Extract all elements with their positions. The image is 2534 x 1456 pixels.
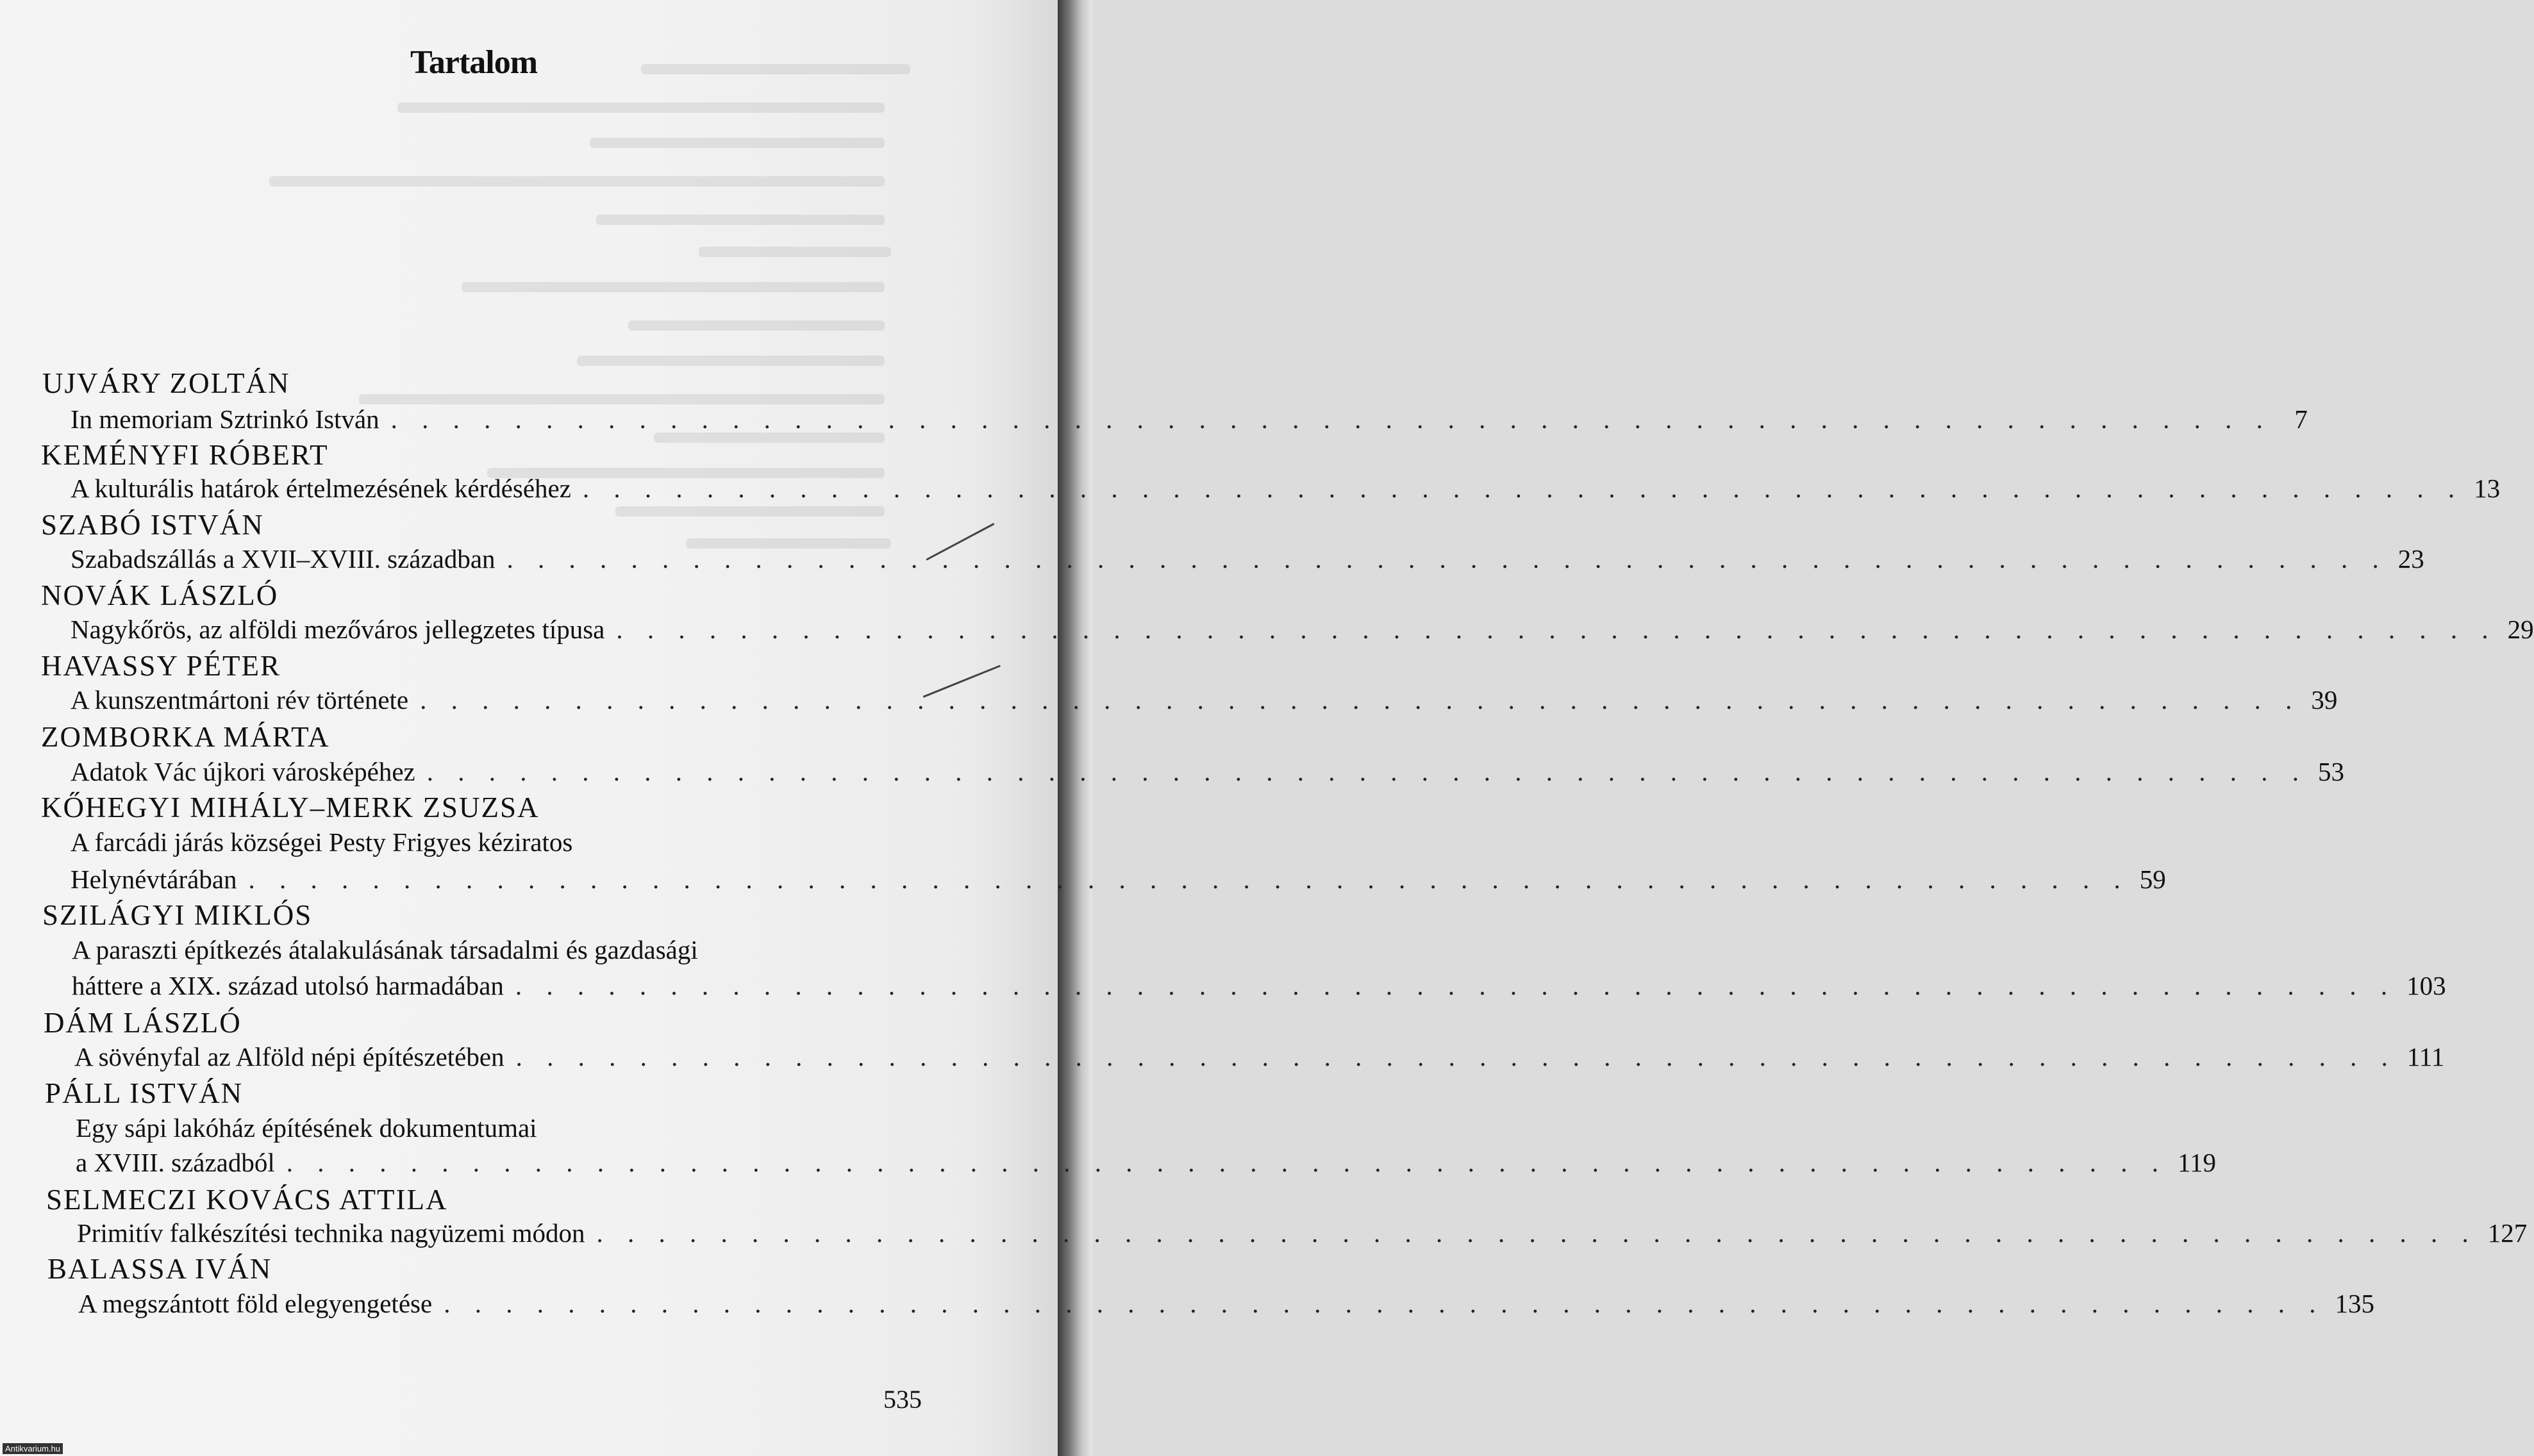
toc-author: NOVÁK LÁSZLÓ <box>41 579 279 611</box>
toc-entry[interactable] <box>71 404 2308 434</box>
toc-title-line[interactable]: A paraszti építkezés átalakulásának társadalmi és gazdasági <box>72 935 698 964</box>
toc-author: KŐHEGYI MIHÁLY–MERK ZSUZSA <box>41 791 540 823</box>
toc-title: háttere a XIX. század utolsó harmadában <box>72 971 504 1000</box>
toc-page-number: 23 <box>2397 544 2424 574</box>
dot-leader: . . . . . . . . . . . . . . . . . . . . . . . . . . . . . . . . . . . . . . . . . . . . . . . . . . . . . . . . . . . . . <box>444 1289 2325 1318</box>
dot-leader: . . . . . . . . . . . . . . . . . . . . . . . . . . . . . . . . . . . . . . . . . . . . . . . . . . . . . . . . . . . . . <box>515 971 2397 1000</box>
toc-entry[interactable] <box>71 864 2166 895</box>
toc-page-number: 135 <box>2335 1289 2374 1318</box>
dot-leader: . . . . . . . . . . . . . . . . . . . . . . . . . . . . . . . . . . . . . . . . . . . . . . . . . . . . . . . . . . . . . <box>506 544 2388 574</box>
toc-page-number: 111 <box>2406 1042 2445 1071</box>
toc-entry[interactable] <box>71 543 2424 574</box>
toc-entry[interactable] <box>74 1041 2445 1072</box>
toc-page-number: 127 <box>2487 1218 2528 1248</box>
toc-entry[interactable] <box>71 614 2534 645</box>
toc-title: Helynévtárában <box>71 864 237 894</box>
toc-page-number: 53 <box>2318 757 2344 786</box>
toc-page-number: 39 <box>2311 685 2338 715</box>
toc-page-number: 7 <box>2294 404 2308 434</box>
toc-entry[interactable] <box>71 684 2338 715</box>
toc-entry[interactable] <box>71 756 2344 787</box>
toc-title: Nagykőrös, az alföldi mezőváros jellegzetes típusa <box>71 615 605 644</box>
dot-leader: . . . . . . . . . . . . . . . . . . . . . . . . . . . . . . . . . . . . . . . . . . . . . . . . . . . . . . . . . . . . . <box>616 615 2497 644</box>
toc-title: A kulturális határok értelmezésének kérdéséhez <box>71 474 571 503</box>
toc-entry[interactable] <box>72 970 2446 1001</box>
toc-entry[interactable] <box>76 1147 2216 1178</box>
toc-page-number: 103 <box>2406 971 2446 1000</box>
toc-title: Adatok Vác újkori városképéhez <box>71 757 415 786</box>
toc-author: KEMÉNYFI RÓBERT <box>41 439 329 471</box>
toc-title: A megszántott föld elegyengetése <box>78 1289 433 1318</box>
toc-author: ZOMBORKA MÁRTA <box>41 721 330 753</box>
dot-leader: . . . . . . . . . . . . . . . . . . . . . . . . . . . . . . . . . . . . . . . . . . . . . . . . . . . . . . . . . . . . . <box>390 404 2272 434</box>
toc-title: In memoriam Sztrinkó István <box>71 404 379 434</box>
toc-page-number: 29 <box>2507 615 2534 644</box>
toc-author: UJVÁRY ZOLTÁN <box>42 367 290 399</box>
toc-title: A sövényfal az Alföld népi építészetében <box>74 1042 504 1071</box>
toc-author: DÁM LÁSZLÓ <box>44 1007 242 1039</box>
toc-entry[interactable] <box>71 473 2501 504</box>
toc-entry[interactable] <box>78 1288 2374 1319</box>
dot-leader: . . . . . . . . . . . . . . . . . . . . . . . . . . . . . . . . . . . . . . . . . . . . . . . . . . . . . . . . . . . . . <box>515 1042 2397 1071</box>
toc-page-number: 59 <box>2139 864 2166 894</box>
toc-entry[interactable] <box>77 1218 2528 1248</box>
dot-leader: . . . . . . . . . . . . . . . . . . . . . . . . . . . . . . . . . . . . . . . . . . . . . . . . . . . . . . . . . . . . . <box>420 685 2301 715</box>
toc-author: PÁLL ISTVÁN <box>45 1077 244 1109</box>
toc-author: SZILÁGYI MIKLÓS <box>42 899 313 931</box>
page-number: 535 <box>883 1385 922 1414</box>
toc-author: HAVASSY PÉTER <box>41 650 281 682</box>
toc-title: Szabadszállás a XVII–XVIII. században <box>71 544 496 574</box>
toc-title: a XVIII. századból <box>76 1148 275 1177</box>
toc-title: Primitív falkészítési technika nagyüzemi módon <box>77 1218 585 1248</box>
toc-title-line[interactable]: Egy sápi lakóház építésének dokumentumai <box>76 1113 537 1143</box>
watermark: Antikvarium.hu <box>3 1443 63 1454</box>
page-title: Tartalom <box>410 44 538 81</box>
dot-leader: . . . . . . . . . . . . . . . . . . . . . . . . . . . . . . . . . . . . . . . . . . . . . . . . . . . . . . . . . . . . . <box>248 864 2130 894</box>
toc-author: BALASSA IVÁN <box>47 1253 272 1285</box>
toc-page-number: 13 <box>2474 474 2501 503</box>
dot-leader: . . . . . . . . . . . . . . . . . . . . . . . . . . . . . . . . . . . . . . . . . . . . . . . . . . . . . . . . . . . . . <box>426 757 2308 786</box>
toc-author: SELMECZI KOVÁCS ATTILA <box>46 1184 448 1216</box>
toc-title: A kunszentmártoni rév története <box>71 685 409 715</box>
toc-author: SZABÓ ISTVÁN <box>41 509 264 541</box>
toc-page-number: 119 <box>2178 1148 2216 1177</box>
dot-leader: . . . . . . . . . . . . . . . . . . . . . . . . . . . . . . . . . . . . . . . . . . . . . . . . . . . . . . . . . . . . . <box>582 474 2464 503</box>
toc-title-line[interactable]: A farcádi járás községei Pesty Frigyes kéziratos <box>71 827 573 857</box>
dot-leader: . . . . . . . . . . . . . . . . . . . . . . . . . . . . . . . . . . . . . . . . . . . . . . . . . . . . . . . . . . . . . <box>596 1218 2478 1248</box>
dot-leader: . . . . . . . . . . . . . . . . . . . . . . . . . . . . . . . . . . . . . . . . . . . . . . . . . . . . . . . . . . . . . <box>286 1148 2168 1177</box>
